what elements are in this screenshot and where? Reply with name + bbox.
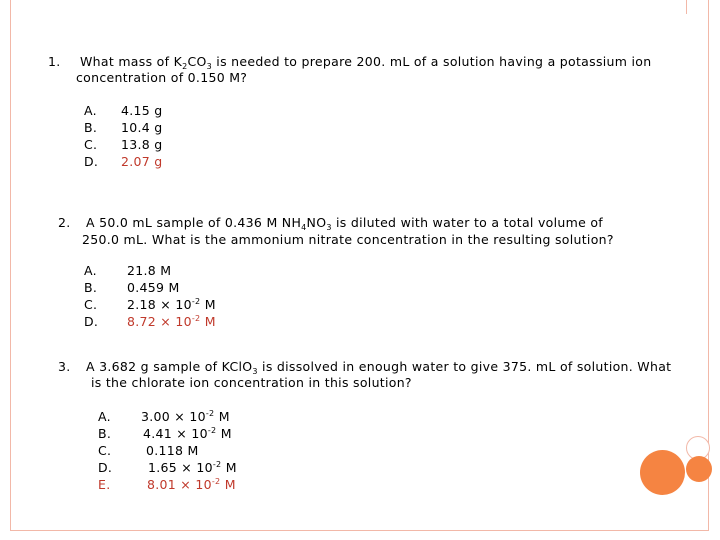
option-letter: C. [98, 443, 112, 458]
correct-answer-value: $8.72 \times 10^{-2}$ M [127, 314, 216, 329]
option-value: 4.15 g [121, 103, 163, 118]
correct-answer-value: $8.01 \times 10^{-2}$ M [147, 477, 236, 492]
correct-answer-value: 2.07 g [121, 154, 163, 169]
option-value: $4.41 \times 10^{-2}$ M [143, 426, 232, 441]
decorative-large-orange-circle [640, 450, 685, 495]
question-text-line-2: is the chlorate ion concentration in this solution? [91, 375, 412, 390]
question-number: 3. [58, 359, 71, 374]
option-letter: A. [84, 103, 97, 118]
option-value: $2.18 \times 10^{-2}$ M [127, 297, 216, 312]
option-value: $3.00 \times 10^{-2}$ M [141, 409, 230, 424]
option-value: 0.118 M [146, 443, 199, 458]
slide-frame-left-line [10, 0, 11, 530]
option-letter: B. [98, 426, 112, 441]
slide-frame-bottom-line [10, 530, 709, 531]
option-letter: B. [84, 120, 98, 135]
question-number: 2. [58, 215, 71, 230]
question-text-line-2: concentration of 0.150 M? [76, 70, 248, 85]
decorative-small-orange-circle [686, 456, 712, 482]
option-letter: B. [84, 280, 98, 295]
option-value: 13.8 g [121, 137, 163, 152]
correct-option-letter: E. [98, 477, 111, 492]
option-letter: D. [98, 460, 113, 475]
question-text-line-1: A 50.0 mL sample of 0.436 M $NH_4NO_3$ is diluted with water to a total volume of [86, 215, 603, 232]
option-letter: A. [98, 409, 111, 424]
option-value: $1.65 \times 10^{-2}$ M [148, 460, 237, 475]
question-number: 1. [48, 54, 61, 69]
option-letter: D. [84, 314, 99, 329]
question-text-line-1: A 3.682 g sample of KClO$_3$ is dissolved in enough water to give 375. mL of solution. What [86, 359, 672, 376]
option-letter: C. [84, 137, 98, 152]
option-letter: D. [84, 154, 99, 169]
option-value: 10.4 g [121, 120, 163, 135]
option-letter: A. [84, 263, 97, 278]
question-text-line-1: What mass of $K_2CO_3$ is needed to prepare 200. mL of a solution having a potassium ion [80, 54, 652, 71]
option-letter: C. [84, 297, 98, 312]
slide-frame-top-tick [686, 0, 687, 14]
question-text-line-2: 250.0 mL. What is the ammonium nitrate concentration in the resulting solution? [82, 232, 614, 247]
option-value: 21.8 M [127, 263, 172, 278]
option-value: 0.459 M [127, 280, 180, 295]
